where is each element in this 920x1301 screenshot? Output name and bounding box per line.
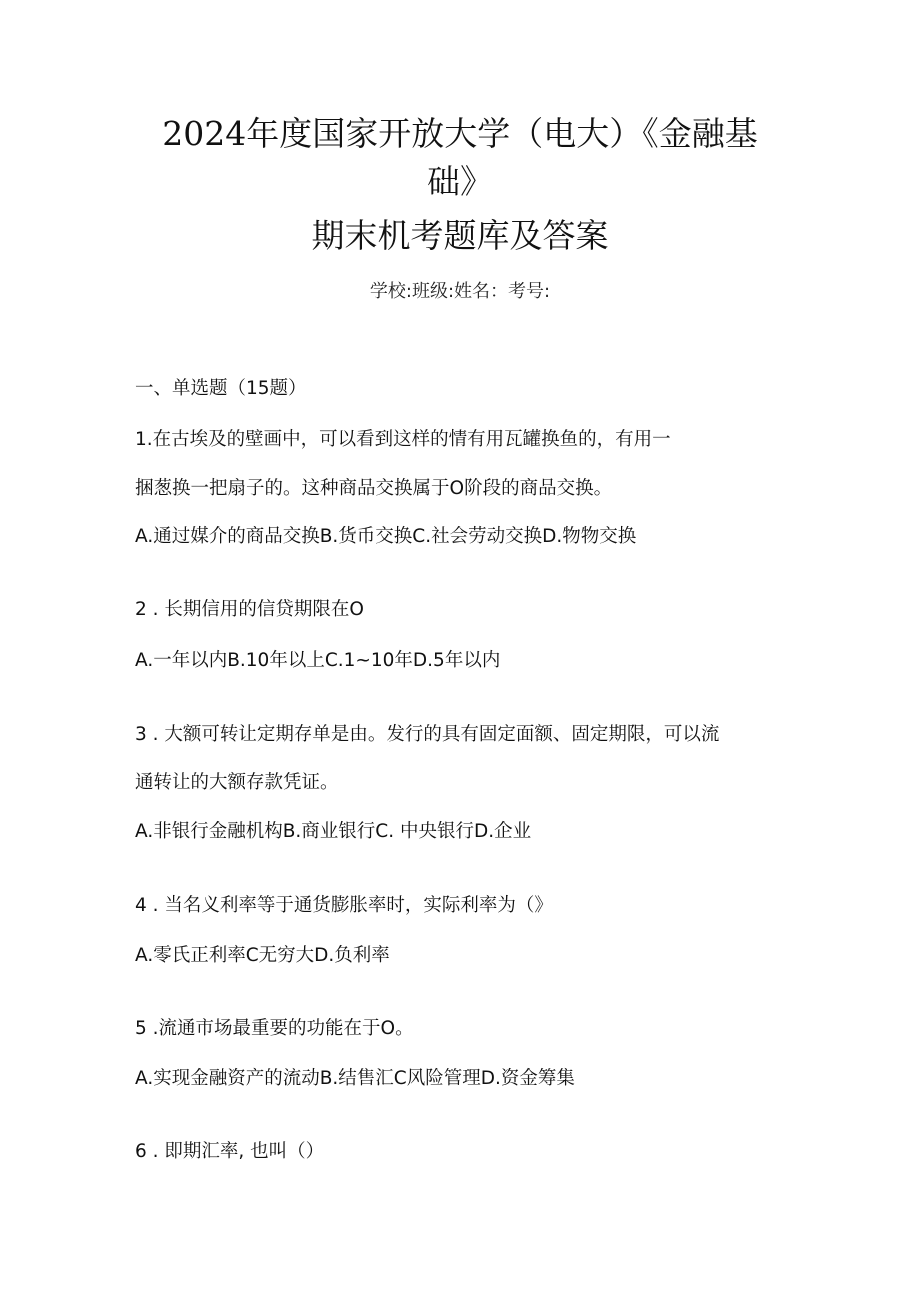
question-1-options: A.通过媒介的商品交换B.货币交换C.社会劳动交换D.物物交换 xyxy=(135,526,637,547)
question-1-stem-line-1: 1.在古埃及的壁画中，可以看到这样的情有用瓦罐换鱼的，有用一 xyxy=(135,429,671,450)
question-5-stem: 5 .流通市场最重要的功能在于O。 xyxy=(135,1018,414,1039)
document-title-line-1: 2024年度国家开放大学（电大）《金融基 xyxy=(162,114,758,153)
question-2-stem: 2 . 长期信用的信贷期限在O xyxy=(135,599,364,620)
student-info-line: 学校:班级:姓名：考号: xyxy=(369,281,551,302)
question-5-options: A.实现金融资产的流动B.结售汇C风险管理D.资金筹集 xyxy=(135,1068,575,1089)
question-2-options: A.一年以内B.10年以上C.1~10年D.5年以内 xyxy=(135,650,501,671)
question-1-stem-line-2: 捆葱换一把扇子的。这种商品交换属于O阶段的商品交换。 xyxy=(135,478,613,499)
question-6-stem: 6 . 即期汇率, 也叫（） xyxy=(135,1141,325,1162)
question-4-stem: 4 . 当名义利率等于通货膨胀率时，实际利率为（》 xyxy=(135,895,553,916)
section-heading: 一、单选题（15题） xyxy=(135,378,307,399)
question-3-stem-line-2: 通转让的大额存款凭证。 xyxy=(135,772,339,793)
question-4-options: A.零氏正利率C无穷大D.负利率 xyxy=(135,945,390,966)
document-title-line-2: 础》 xyxy=(427,162,493,201)
question-3-options: A.非银行金融机构B.商业银行C. 中央银行D.企业 xyxy=(135,821,532,842)
question-3-stem-line-1: 3 . 大额可转让定期存单是由。发行的具有固定面额、固定期限，可以流 xyxy=(135,724,720,745)
document-title-line-3: 期末机考题库及答案 xyxy=(311,216,609,255)
